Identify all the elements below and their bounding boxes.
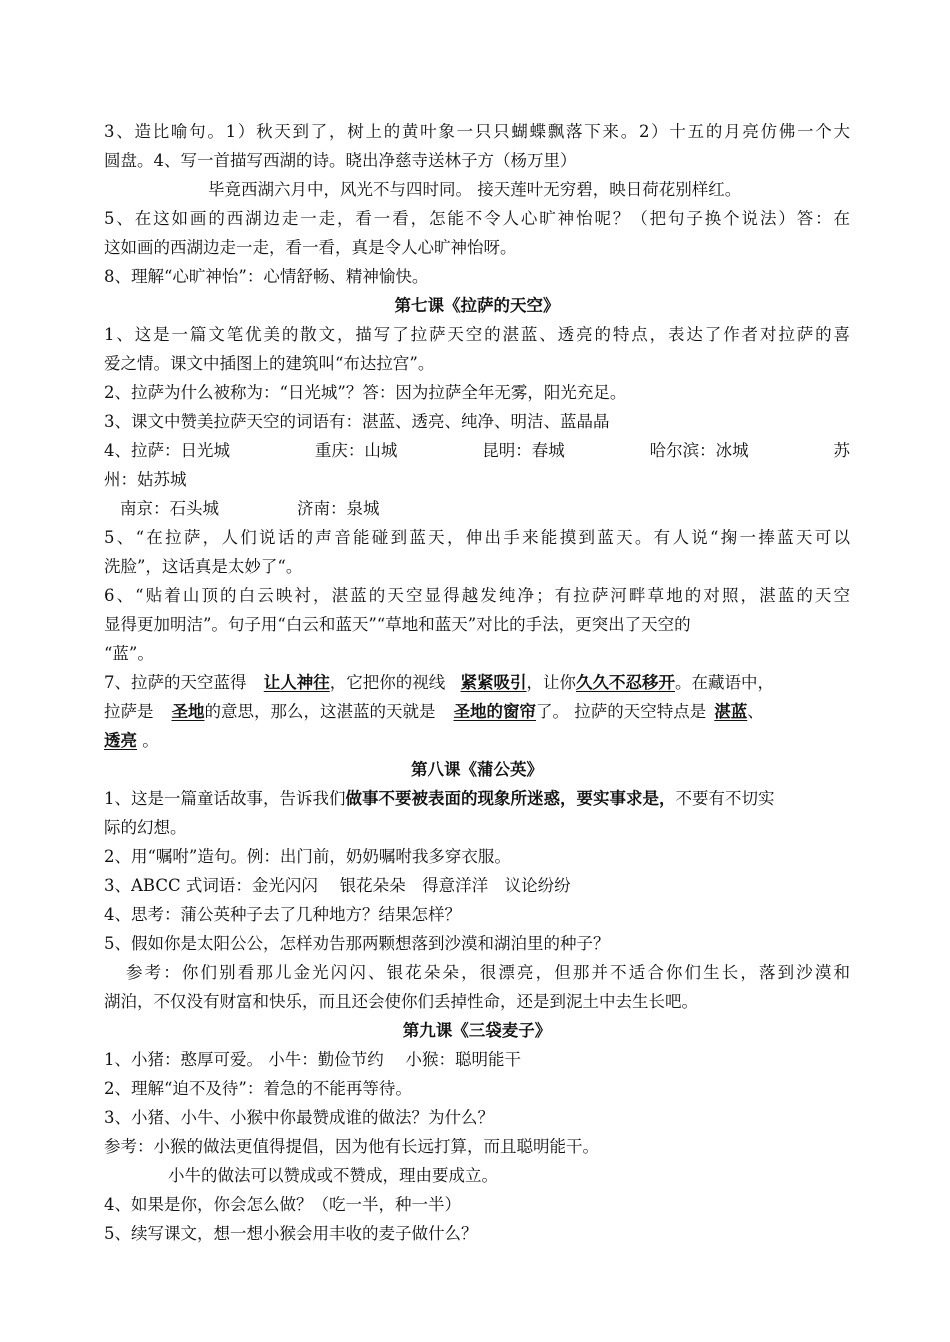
text-line: 2、拉萨为什么被称为：“日光城”？答：因为拉萨全年无雾，阳光充足。 xyxy=(104,383,627,402)
text-line: 小牛的做法可以赞成或不赞成，理由要成立。 xyxy=(168,1166,498,1185)
text-fragment: 了。 拉萨的天空特点是 xyxy=(536,702,707,721)
text-line: 5、“在拉萨，人们说话的声音能碰到蓝天，伸出手来能摸到蓝天。有人说“掬一捧蓝天可以 xyxy=(104,528,850,547)
lesson-7-title: 第七课《拉萨的天空》 xyxy=(394,296,560,315)
text-line: 8、理解“心旷神怡”：心情舒畅、精神愉快。 xyxy=(104,267,429,286)
filled-answer: 让人神往 xyxy=(263,673,330,692)
fill-blank-line xyxy=(104,726,850,755)
text-line: 5、在这如画的西湖边走一走，看一看，怎能不令人心旷神怡呢？（把句子换个说法）答：在 xyxy=(104,209,850,228)
fill-blank-line xyxy=(104,697,850,726)
text-line: 1、这是一篇文笔优美的散文，描写了拉萨天空的湛蓝、透亮的特点，表达了作者对拉萨的喜 xyxy=(104,325,850,344)
text-fragment: 不要有不切实 xyxy=(675,789,775,808)
text-line: 参考：小猴的做法更值得提倡，因为他有长远打算，而且聪明能干。 xyxy=(104,1137,599,1156)
text-line: “蓝”。 xyxy=(104,644,154,663)
text-line: 显得更加明洁”。句子用“白云和蓝天”“草地和蓝天”对比的手法，更突出了天空的 xyxy=(104,615,691,634)
text-line: 3、造比喻句。1）秋天到了，树上的黄叶象一只只蝴蝶飘落下来。2）十五的月亮仿佛一个大 xyxy=(104,122,850,141)
text-line: 5、续写课文，想一想小猴会用丰收的麦子做什么？ xyxy=(104,1224,478,1243)
text-fragment: ，让你 xyxy=(526,673,576,692)
text-line: 际的幻想。 xyxy=(104,818,187,837)
fill-blank-line xyxy=(104,668,850,697)
text-line: 州：姑苏城 xyxy=(104,470,187,489)
text-fragment: 拉萨是 xyxy=(104,702,154,721)
filled-answer: 久久不忍移开 xyxy=(576,673,675,692)
text-fragment: 。 xyxy=(137,731,159,750)
city-nicknames-row-2 xyxy=(104,494,850,523)
key-point: 做事不要被表面的现象所迷惑，要实事求是， xyxy=(345,789,676,808)
city-nickname: 重庆：山城 xyxy=(314,441,398,460)
document-body xyxy=(104,117,850,1248)
text-fragment: 的意思，那么，这湛蓝的天就是 xyxy=(204,702,436,721)
text-fragment: 1、这是一篇童话故事，告诉我们 xyxy=(104,789,346,808)
text-line: 2、用“嘱咐”造句。例：出门前，奶奶嘱咐我多穿衣服。 xyxy=(104,847,511,866)
city-nickname: 4、拉萨：日光城 xyxy=(104,441,230,460)
lesson-8-title: 第八课《蒲公英》 xyxy=(411,760,543,779)
text-line: 4、如果是你，你会怎么做？（吃一半，种一半） xyxy=(104,1195,461,1214)
text-line: 6、“贴着山顶的白云映衬，湛蓝的天空显得越发纯净；有拉萨河畔草地的对照，湛蓝的天空 xyxy=(104,586,850,605)
filled-answer: 湛蓝 xyxy=(714,702,748,721)
text-line: 5、假如你是太阳公公，怎样劝告那两颗想落到沙漠和湖泊里的种子？ xyxy=(104,934,610,953)
city-nicknames-row xyxy=(104,436,850,465)
text-line: 洗脸”，这话真是太妙了“。 xyxy=(104,557,303,576)
text-fragment: 。在藏语中， xyxy=(675,673,774,692)
filled-answer: 圣地的窗帘 xyxy=(453,702,536,721)
text-line: 湖泊，不仅没有财富和快乐，而且还会使你们丢掉性命，还是到泥土中去生长吧。 xyxy=(104,992,698,1011)
filled-answer: 圣地 xyxy=(171,702,205,721)
text-fragment: 7、拉萨的天空蓝得 xyxy=(104,673,252,692)
filled-answer: 透亮 xyxy=(104,731,137,750)
text-line: 圆盘。4、写一首描写西湖的诗。晓出净慈寺送林子方（杨万里） xyxy=(104,151,577,170)
lesson-9-title: 第九课《三袋麦子》 xyxy=(402,1021,552,1040)
text-line: 3、ABCC 式词语：金光闪闪 银花朵朵 得意洋洋 议论纷纷 xyxy=(104,876,571,895)
text-fragment: ，它把你的视线 xyxy=(329,673,451,692)
text-line: 参考：你们别看那儿金光闪闪、银花朵朵，很漂亮，但那并不适合你们生长，落到沙漠和 xyxy=(126,963,850,982)
text-line: 2、理解“迫不及待”：着急的不能再等待。 xyxy=(104,1079,412,1098)
text-line: 3、小猪、小牛、小猴中你最赞成谁的做法？为什么？ xyxy=(104,1108,494,1127)
text-line: 3、课文中赞美拉萨天空的词语有：湛蓝、透亮、纯净、明洁、蓝晶晶 xyxy=(104,412,610,431)
city-nickname: 南京：石头城 xyxy=(120,499,219,518)
text-fragment: 、 xyxy=(747,702,764,721)
city-nickname: 哈尔滨：冰城 xyxy=(649,441,749,460)
text-line xyxy=(104,784,850,813)
city-nickname: 济南：泉城 xyxy=(297,499,380,518)
text-line: 1、小猪：憨厚可爱。 小牛：勤俭节约 小猴：聪明能干 xyxy=(104,1050,521,1069)
city-nickname: 苏 xyxy=(833,441,850,460)
text-line: 4、思考：蒲公英种子去了几种地方？结果怎样？ xyxy=(104,905,461,924)
text-line: 这如画的西湖边走一走，看一看，真是令人心旷神怡呀。 xyxy=(104,238,517,257)
text-line: 爱之情。课文中插图上的建筑叫“布达拉宫”。 xyxy=(104,354,435,373)
city-nickname: 昆明：春城 xyxy=(482,441,565,460)
poem-line: 毕竟西湖六月中，风光不与四时同。 接天莲叶无穷碧，映日荷花别样红。 xyxy=(208,180,742,199)
filled-answer: 紧紧吸引 xyxy=(460,673,527,692)
